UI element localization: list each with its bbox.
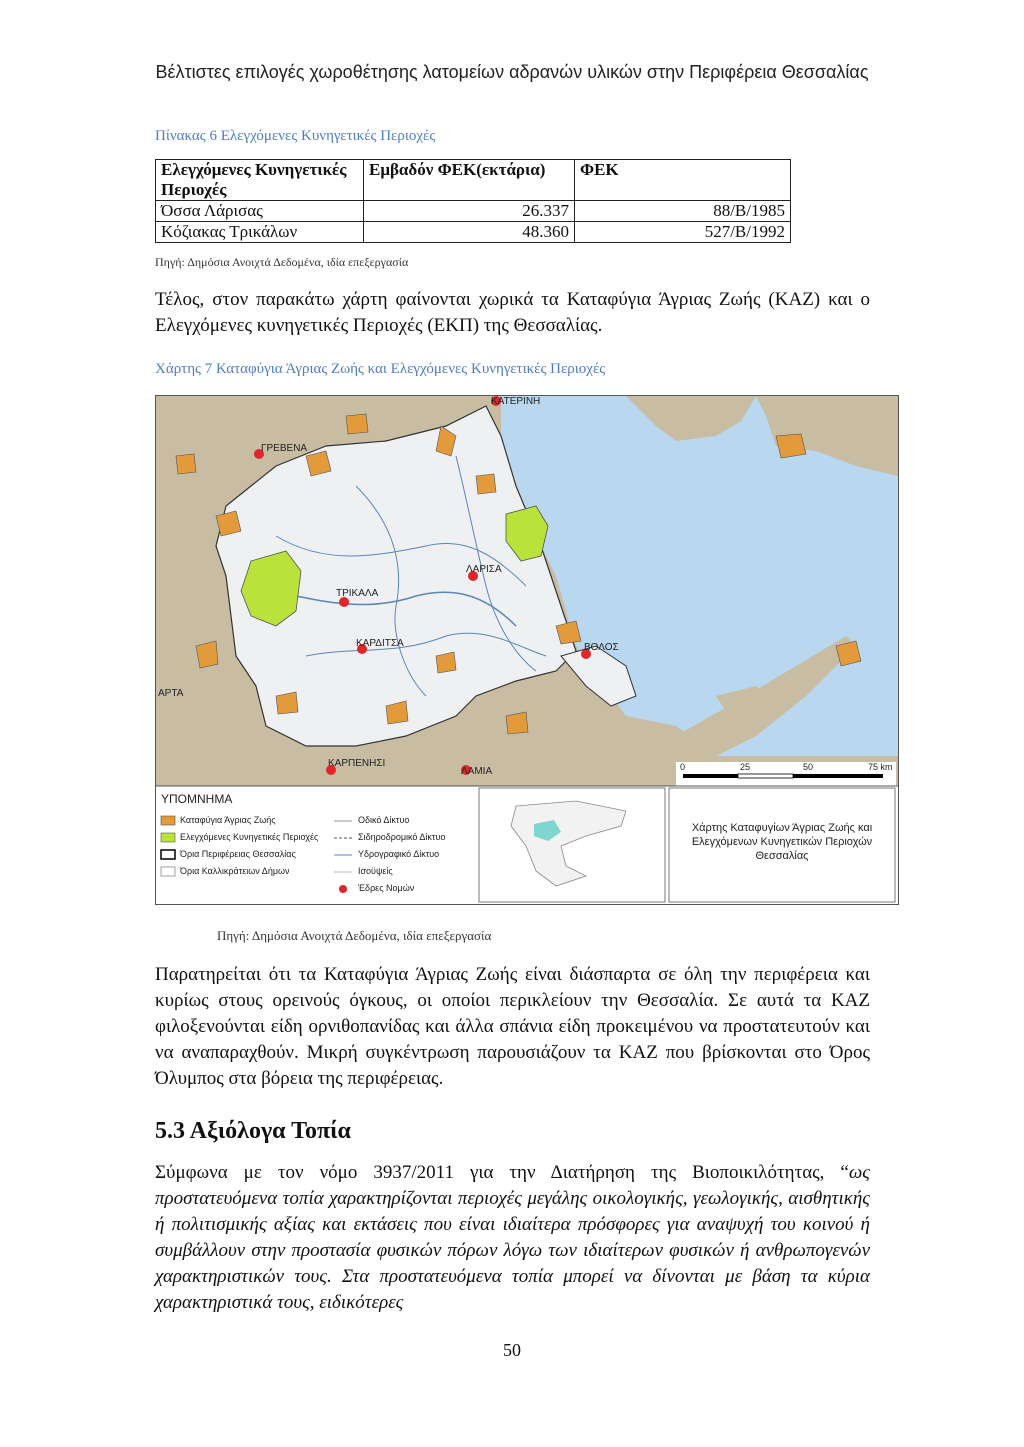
map-caption: Χάρτης 7 Καταφύγια Άγριας Ζωής και Ελεγχόμενες Κυνηγετικές Περιοχές bbox=[155, 361, 606, 377]
legend-label: Ελεγχόμενες Κυνηγετικές Περιοχές bbox=[180, 832, 319, 842]
table-row bbox=[156, 222, 791, 243]
scale-label: 0 bbox=[680, 762, 686, 772]
table-cell: 48.360 bbox=[364, 222, 575, 243]
city-label: ΑΡΤΑ bbox=[158, 688, 184, 699]
quote-text: ως προστατευόμενα τοπία χαρακτηρίζονται περιοχές μεγάλης οικολογικής, γεωλογικής, αισθητικής ή πολιτισμικής αξίας και εκτάσεις που είναι ιδιαίτερα πρόσφορες για αναψυχή του κοινού ή συμβάλλουν στην προστασία φυσικών πόρων λόγω των ιδιαίτερων φυσικών ή ανθρωπογενών χαρακτηριστικών τους. Στα προστατευόμενα τοπία μπορεί να δίνονται με βάση τα κύρια χαρακτηριστικά τους, ειδικότερες bbox=[155, 1162, 870, 1313]
wildlife-refuge bbox=[506, 712, 528, 734]
city-label: ΛΑΜΙΑ bbox=[461, 766, 493, 777]
wildlife-refuge bbox=[776, 434, 806, 458]
wildlife-refuge bbox=[276, 692, 298, 714]
legend-seat-marker bbox=[339, 885, 347, 893]
table-cell: Κόζιακας Τρικάλων bbox=[156, 222, 364, 243]
table-caption: Πίνακας 6 Ελεγχόμενες Κυνηγετικές Περιοχές bbox=[155, 128, 436, 144]
wildlife-refuge bbox=[346, 414, 368, 434]
legend-label: Έδρες Νομών bbox=[358, 883, 415, 893]
legend-swatch-kaz bbox=[161, 816, 175, 825]
legend-label: Ισοϋψείς bbox=[358, 866, 393, 876]
quote-paragraph bbox=[155, 1160, 870, 1316]
wildlife-refuge bbox=[436, 652, 456, 673]
table-header-cell: Εμβαδόν ΦΕΚ(εκτάρια) bbox=[364, 160, 575, 201]
legend-label: Καταφύγια Άγριας Ζωής bbox=[180, 815, 276, 825]
wildlife-refuge bbox=[176, 454, 196, 474]
intro-paragraph: Τέλος, στον παρακάτω χάρτη φαίνονται χωρικά τα Καταφύγια Άγριας Ζωής (ΚΑΖ) και ο Ελεγχόμενες κυνηγετικές Περιοχές (ΕΚΠ) της Θεσσαλίας. bbox=[155, 289, 870, 336]
table-cell: 88/Β/1985 bbox=[575, 201, 791, 222]
page-number: 50 bbox=[503, 1340, 521, 1360]
table-cell: 26.337 bbox=[364, 201, 575, 222]
legend-title: ΥΠΟΜΝΗΜΑ bbox=[161, 792, 233, 806]
table-row bbox=[156, 201, 791, 222]
scale-label: 25 bbox=[740, 762, 751, 772]
city-label: ΚΑΡΠΕΝΗΣΙ bbox=[328, 758, 386, 769]
city-label: ΓΡΕΒΕΝΑ bbox=[261, 443, 308, 454]
scale-bar bbox=[683, 774, 883, 778]
city-label: ΚΑΤΕΡΙΝΗ bbox=[491, 396, 541, 407]
table-header-cell: Ελεγχόμενες Κυνηγετικές Περιοχές bbox=[156, 160, 364, 201]
legend-label: Υδρογραφικό Δίκτυο bbox=[358, 849, 440, 859]
city-label: ΒΟΛΟΣ bbox=[584, 642, 619, 653]
section-title: 5.3 Αξιόλογα Τοπία bbox=[155, 1118, 351, 1144]
wildlife-refuge bbox=[476, 474, 496, 494]
table-source: Πηγή: Δημόσια Ανοιχτά Δεδομένα, ιδία επεξεργασία bbox=[155, 255, 409, 269]
table-header-row bbox=[156, 160, 791, 201]
legend-swatch-ekp bbox=[161, 833, 175, 842]
table-cell: Όσσα Λάρισας bbox=[156, 201, 364, 222]
scale-label: 50 bbox=[803, 762, 814, 772]
legend-label: Όρια Καλλικράτειων Δήμων bbox=[180, 866, 290, 876]
city-label: ΤΡΙΚΑΛΑ bbox=[336, 588, 379, 599]
legend-label: Όρια Περιφέρειας Θεσσαλίας bbox=[180, 849, 296, 859]
hunting-areas-table bbox=[155, 159, 791, 243]
map-figure bbox=[155, 395, 899, 905]
table-header-cell: ΦΕΚ bbox=[575, 160, 791, 201]
quote-intro: Σύμφωνα με τον νόμο 3937/2011 για την Διατήρηση της Βιοποικιλότητας, “ bbox=[155, 1162, 849, 1183]
city-label: ΚΑΡΔΙΤΣΑ bbox=[356, 638, 404, 649]
legend-label: Σιδηροδρομικό Δίκτυο bbox=[358, 832, 446, 842]
legend-label: Οδικό Δίκτυο bbox=[358, 815, 410, 825]
body-paragraph: Παρατηρείται ότι τα Καταφύγια Άγριας Ζωής είναι διάσπαρτα σε όλη την περιφέρεια και κυρίως στους ορεινούς όγκους, οι οποίοι περικλείουν την Θεσσαλία. Σε αυτά τα ΚΑΖ φιλοξενούνται είδη ορνιθοπανίδας και άλλα σπάνια είδη προκειμένου να προστατευτούν και να αναπαραχθούν. Μικρή συγκέντρωση παρουσιάζουν τα ΚΑΖ που βρίσκονται στο Όρος Όλυμπος στα βόρεια της περιφέρειας. bbox=[155, 964, 870, 1089]
map-source: Πηγή: Δημόσια Ανοιχτά Δεδομένα, ιδία επεξεργασία bbox=[217, 928, 492, 943]
legend-swatch-region bbox=[161, 850, 175, 859]
running-header: Βέλτιστες επιλογές χωροθέτησης λατομείων αδρανών υλικών στην Περιφέρεια Θεσσαλίας bbox=[155, 62, 869, 82]
scale-label: 75 km bbox=[868, 762, 893, 772]
table-cell: 527/Β/1992 bbox=[575, 222, 791, 243]
city-label: ΛΑΡΙΣΑ bbox=[466, 564, 502, 575]
wildlife-refuge bbox=[196, 641, 218, 668]
legend-swatch-municipality bbox=[161, 867, 175, 876]
map-title: Χάρτης Καταφυγίων Άγριας Ζωής και Ελεγχόμενων Κυνηγετικών Περιοχών Θεσσαλίας bbox=[691, 822, 873, 862]
